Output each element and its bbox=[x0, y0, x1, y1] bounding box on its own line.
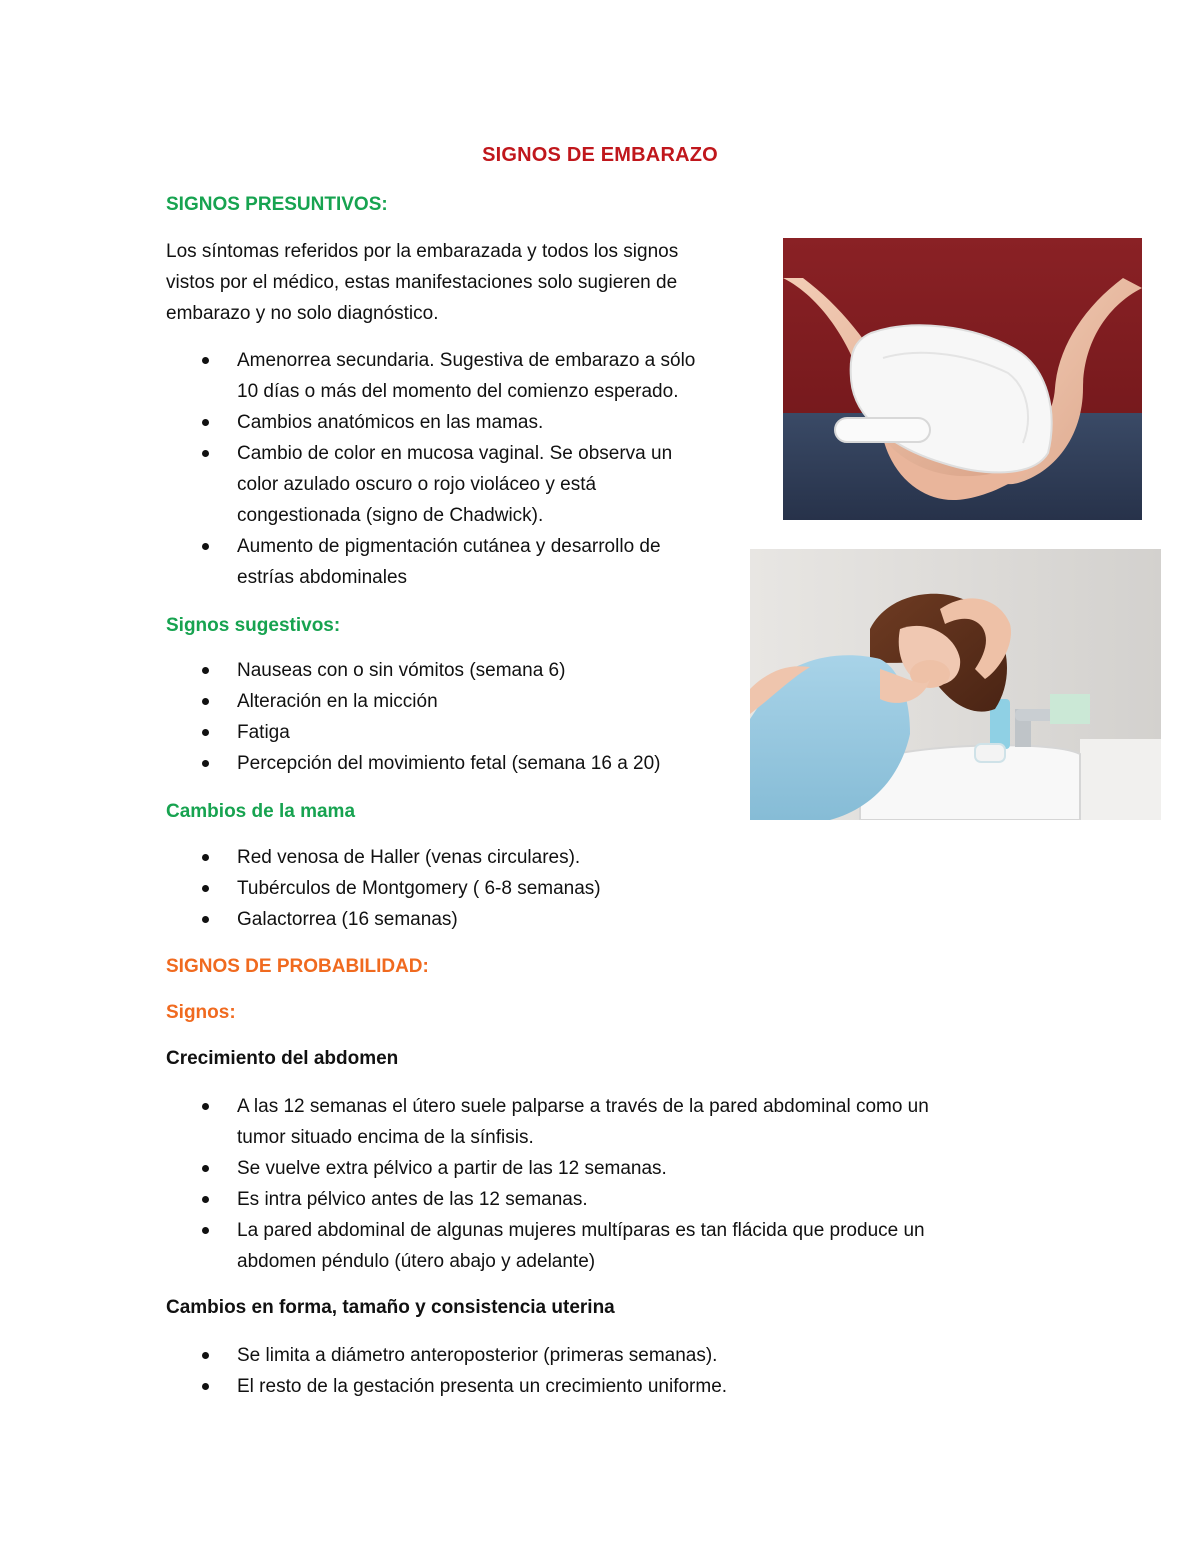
list-item-line: Aumento de pigmentación cutánea y desarrollo de bbox=[237, 536, 661, 557]
heading-uterino: Cambios en forma, tamaño y consistencia uterina bbox=[166, 1297, 615, 1318]
heading-abdomen: Crecimiento del abdomen bbox=[166, 1048, 399, 1069]
list-item-line: abdomen péndulo (útero abajo y adelante) bbox=[237, 1251, 596, 1272]
list-item: Tubérculos de Montgomery ( 6-8 semanas) bbox=[166, 873, 766, 904]
list-item-line: congestionada (signo de Chadwick). bbox=[237, 505, 544, 526]
sugestivos-list bbox=[166, 655, 766, 779]
list-item: Nauseas con o sin vómitos (semana 6) bbox=[166, 655, 766, 686]
photo-woman-nausea-sink bbox=[750, 549, 1161, 820]
list-item: El resto de la gestación presenta un crecimiento uniforme. bbox=[166, 1371, 1066, 1402]
list-item bbox=[166, 345, 766, 407]
list-item-line: estrías abdominales bbox=[237, 567, 408, 588]
list-item-line: Es intra pélvico antes de las 12 semanas. bbox=[237, 1189, 588, 1210]
list-item-line: tumor situado encima de la sínfisis. bbox=[237, 1127, 534, 1148]
page-title: SIGNOS DE EMBARAZO bbox=[482, 144, 718, 166]
list-item: Red venosa de Haller (venas circulares). bbox=[166, 842, 766, 873]
list-item bbox=[166, 1091, 1066, 1153]
list-item-line: La pared abdominal de algunas mujeres multíparas es tan flácida que produce un bbox=[237, 1220, 925, 1241]
list-item-line: Cambio de color en mucosa vaginal. Se observa un bbox=[237, 443, 673, 464]
heading-sugestivos: Signos sugestivos: bbox=[166, 615, 341, 636]
heading-probabilidad: SIGNOS DE PROBABILIDAD: bbox=[166, 956, 429, 977]
abdomen-list bbox=[166, 1091, 1066, 1277]
list-item: Percepción del movimiento fetal (semana 16 a 20) bbox=[166, 748, 766, 779]
list-item-line: A las 12 semanas el útero suele palparse a través de la pared abdominal como un bbox=[237, 1096, 929, 1117]
list-item-line: Amenorrea secundaria. Sugestiva de embarazo a sólo bbox=[237, 350, 696, 371]
list-item bbox=[166, 1215, 1066, 1277]
subheading-signos: Signos: bbox=[166, 1002, 236, 1023]
list-item bbox=[166, 438, 766, 531]
list-item bbox=[166, 531, 766, 593]
intro-line: Los síntomas referidos por la embarazada y todos los signos bbox=[166, 241, 679, 262]
photo-hands-holding-pad bbox=[783, 238, 1142, 520]
presuntivos-list bbox=[166, 345, 766, 593]
heading-presuntivos: SIGNOS PRESUNTIVOS: bbox=[166, 194, 388, 215]
list-item-line: Cambios anatómicos en las mamas. bbox=[237, 412, 544, 433]
woman-sink-illustration bbox=[750, 549, 1161, 820]
uterino-list bbox=[166, 1340, 1066, 1402]
intro-line: vistos por el médico, estas manifestaciones solo sugieren de bbox=[166, 272, 678, 293]
intro-line: embarazo y no solo diagnóstico. bbox=[166, 303, 439, 324]
list-item: Galactorrea (16 semanas) bbox=[166, 904, 766, 935]
list-item bbox=[166, 407, 766, 438]
list-item bbox=[166, 1184, 1066, 1215]
mama-list bbox=[166, 842, 766, 935]
list-item: Fatiga bbox=[166, 717, 766, 748]
list-item: Se limita a diámetro anteroposterior (primeras semanas). bbox=[166, 1340, 1066, 1371]
list-item-line: color azulado oscuro o rojo violáceo y está bbox=[237, 474, 597, 495]
list-item-line: Se vuelve extra pélvico a partir de las 12 semanas. bbox=[237, 1158, 667, 1179]
heading-mama: Cambios de la mama bbox=[166, 801, 356, 822]
list-item bbox=[166, 1153, 1066, 1184]
hands-pad-illustration bbox=[783, 238, 1142, 520]
list-item-line: 10 días o más del momento del comienzo esperado. bbox=[237, 381, 679, 402]
intro-paragraph bbox=[166, 236, 766, 329]
list-item: Alteración en la micción bbox=[166, 686, 766, 717]
